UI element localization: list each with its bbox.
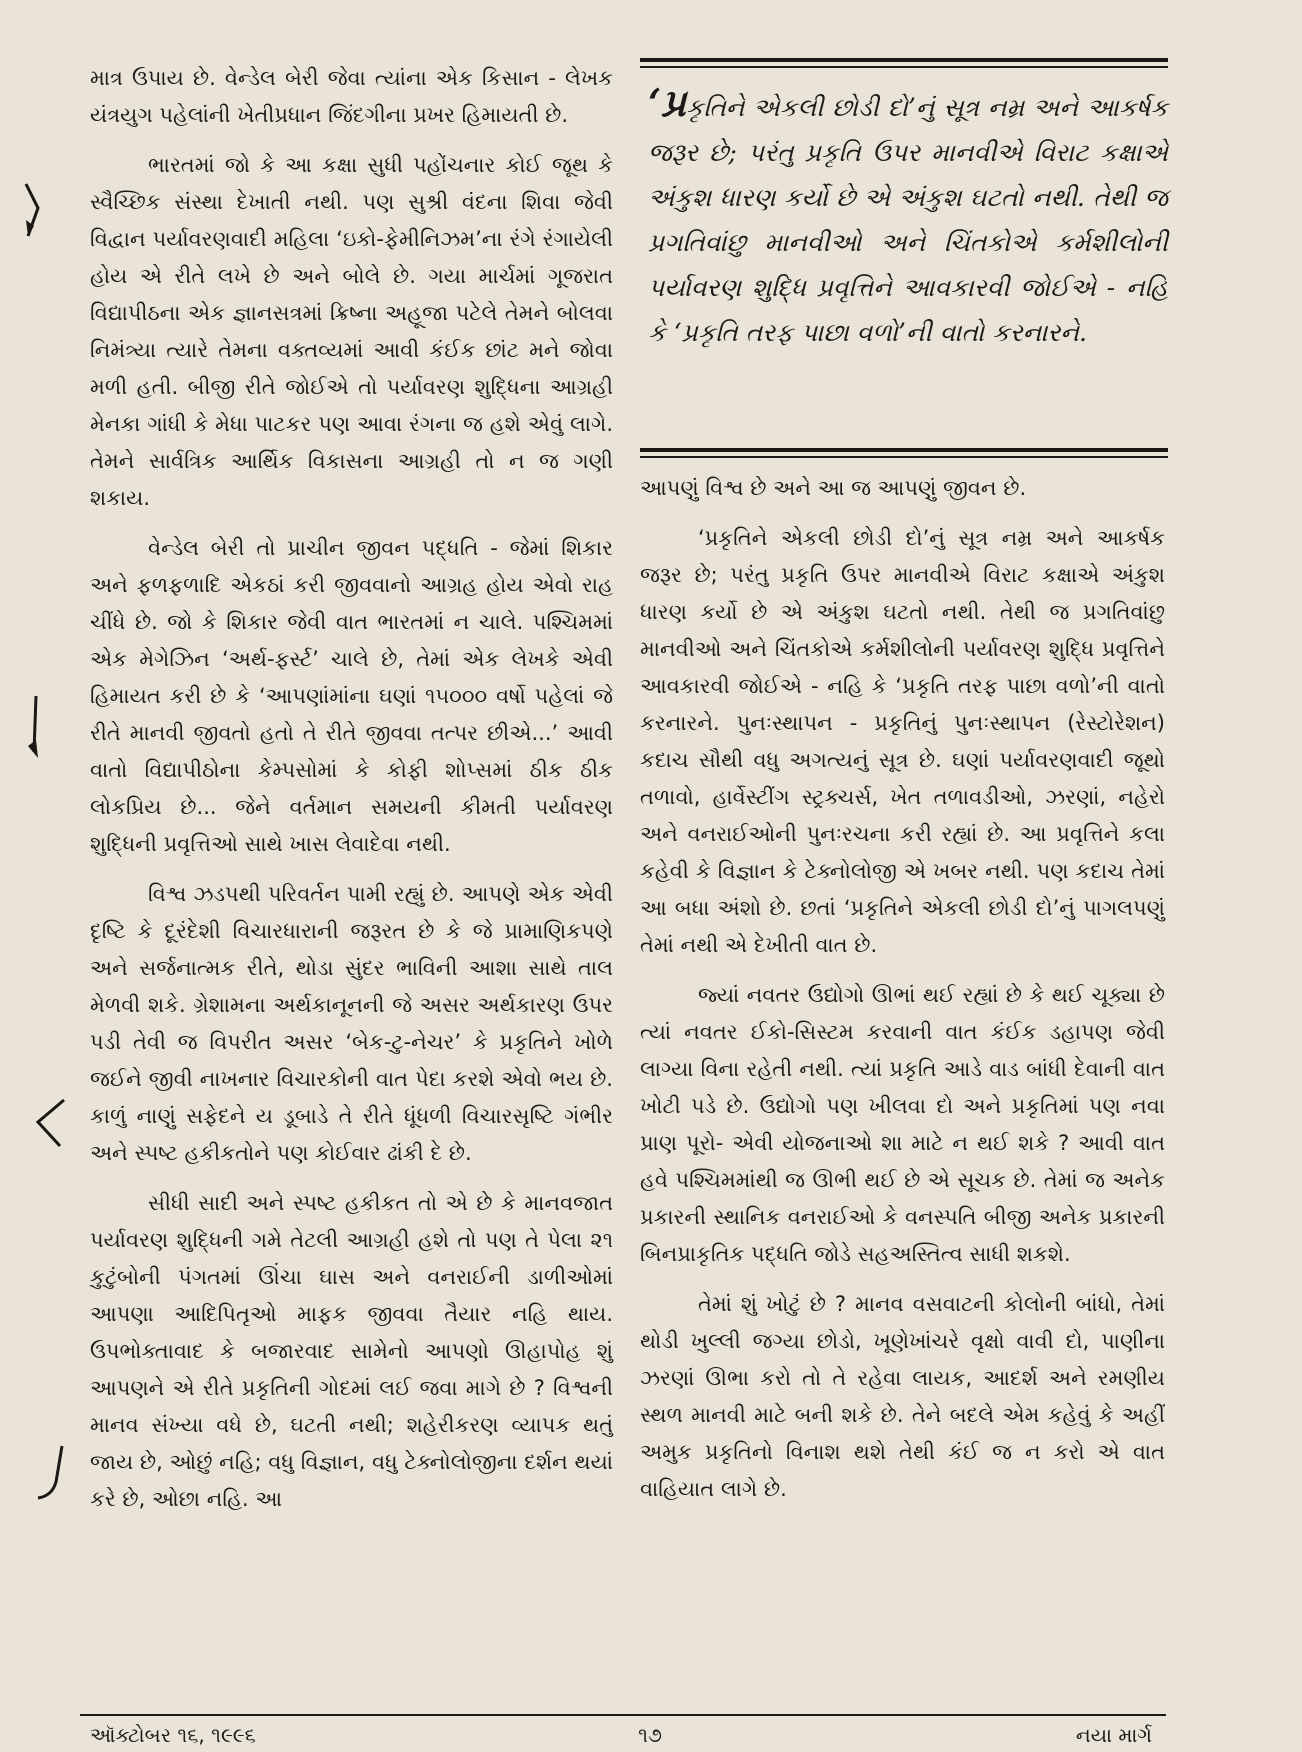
paragraph: આપણું વિશ્વ છે અને આ જ આપણું જીવન છે. (640, 476, 1027, 500)
pull-quote-rule (640, 66, 1168, 68)
paragraph: વેન્ડેલ બેરી તો પ્રાચીન જીવન પદ્ધતિ - જેમાં શિકાર અને ફળફળાદિ એકઠાં કરી જીવવાનો આગ્રહ હોય એવો રાહ ચીંધે છે. જો કે શિકાર જેવી વાત ભારતમાં ન ચાલે. પશ્ચિમમાં એક મેગેઝિન ‘અર્થ-ફર્સ્ટ’ ચાલે છે, તેમાં એક લેખકે એવી હિમાયત કરી છે કે ‘આપણાંમાંના ઘણાં ૧૫૦૦૦ વર્ષો પહેલાં જે રીતે માનવી જીવતો હતો તે રીતે જીવવા તત્પર છીએ...’ આવી વાતો વિદ્યાપીઠોના કેમ્પસોમાં કે કોફી શોપ્સમાં ઠીક ઠીક લોકપ્રિય છે... જેને વર્તમાન સમયની કીમતી પર્યાવરણ શુદ્ધિની પ્રવૃત્તિઓ સાથે ખાસ લેવાદેવા નથી. (90, 536, 613, 856)
paragraph: સીધી સાદી અને સ્પષ્ટ હકીકત તો એ છે કે માનવજાત પર્યાવરણ શુદ્ધિની ગમે તેટલી આગ્રહી હશે તો પણ તે પેલા ૨૧ કુટુંબોની પંગતમાં ઊંચા ઘાસ અને વનરાઈની ડાળીઓમાં આપણા આદિપિતૃઓ માફક જીવવા તૈયાર નહિ થાય. ઉપભોક્તાવાદ કે બજારવાદ સામેનો આપણો ઊહાપોહ શું આપણને એ રીતે પ્રકૃતિની ગોદમાં લઈ જવા માગે છે ? વિશ્વની માનવ સંખ્યા વધે છે, ઘટતી નથી; શહેરીકરણ વ્યાપક થતું જાય છે, ઓછું નહિ; વધુ વિજ્ઞાન, વધુ ટેક્નોલોજીના દર્શન થયાં કરે છે, ઓછા નહિ. આ (90, 1191, 613, 1511)
paragraph: તેમાં શું ખોટું છે ? માનવ વસવાટની કોલોની બાંધો, તેમાં થોડી ખુલ્લી જગ્યા છોડો, ખૂણેખાંચરે વૃક્ષો વાવી દો, પાણીના ઝરણાં ઊભા કરો તો તે રહેવા લાયક, આદર્શ અને રમણીય સ્થળ માનવી માટે બની શકે છે. તેને બદલે એમ કહેવું કે અહીં અમુક પ્રકૃતિનો વિનાશ થશે તેથી કંઈ જ ન કરો એ વાત વાહિયાત લાગે છે. (640, 1292, 1165, 1501)
pull-quote-lead: ‘પ્ર (648, 80, 686, 125)
paragraph: જ્યાં નવતર ઉદ્યોગો ઊભાં થઈ રહ્યાં છે કે થઈ ચૂક્યા છે ત્યાં નવતર ઈકો-સિસ્ટમ કરવાની વાત કંઈક ડહાપણ જેવી લાગ્યા વિના રહેતી નથી. ત્યાં પ્રકૃતિ આડે વાડ બાંધી દેવાની વાત ખોટી પડે છે. ઉદ્યોગો પણ ખીલવા દો અને પ્રકૃતિમાં પણ નવા પ્રાણ પૂરો- એવી યોજનાઓ શા માટે ન થઈ શકે ? આવી વાત હવે પશ્ચિમમાંથી જ ઊભી થઈ છે એ સૂચક છે. તેમાં જ અનેક પ્રકારની સ્થાનિક વનરાઈઓ કે વનસ્પતિ બીજી અનેક પ્રકારની બિનપ્રાકૃતિક પદ્ધતિ જોડે સહઅસ્તિત્વ સાધી શકશે. (640, 983, 1165, 1266)
pen-mark-icon (20, 180, 44, 240)
publication-name: નયા માર્ગ (1075, 1723, 1152, 1747)
pen-mark-icon (20, 692, 44, 762)
footer-date: ઑક્ટોબર ૧૬, ૧૯૯૬ (90, 1723, 256, 1747)
right-column (640, 470, 1165, 1521)
pull-quote-rule (640, 456, 1168, 458)
paragraph: માત્ર ઉપાય છે. વેન્ડેલ બેરી જેવા ત્યાંના એક કિસાન - લેખક યંત્રયુગ પહેલાંની ખેતીપ્રધાન જિંદગીના પ્રખર હિમાયતી છે. (90, 66, 613, 127)
paragraph: ‘પ્રકૃતિને એકલી છોડી દો’નું સૂત્ર નમ્ર અને આકર્ષક જરૂર છે; પરંતુ પ્રકૃતિ ઉપર માનવીએ વિરાટ કક્ષાએ અંકુશ ધારણ કર્યો છે એ અંકુશ ઘટતો નથી. તેથી જ પ્રગતિવાંછુ માનવીઓ અને ચિંતકોએ કર્મશીલોની પર્યાવરણ શુદ્ધિ પ્રવૃત્તિને આવકારવી જોઈએ - નહિ કે ‘પ્રકૃતિ તરફ પાછા વળો’ની વાતો કરનારને. પુનઃસ્થાપન - પ્રકૃતિનું પુનઃસ્થાપન (રેસ્ટોરેશન) કદાચ સૌથી વધુ અગત્યનું સૂત્ર છે. ઘણાં પર્યાવરણવાદી જૂથો તળાવો, હાર્વેસ્ટીંગ સ્ટ્રક્ચર્સ, ખેત તળાવડીઓ, ઝરણાં, નહેરો અને વનરાઈઓની પુનઃરચના કરી રહ્યાં છે. આ પ્રવૃત્તિને કલા કહેવી કે વિજ્ઞાન કે ટેક્નોલોજી એ ખબર નથી. પણ કદાચ તેમાં આ બધા અંશો છે. છતાં ‘પ્રકૃતિને એકલી છોડી દો’નું પાગલપણું તેમાં નથી એ દેખીતી વાત છે. (640, 526, 1165, 957)
pen-mark-icon (34, 1442, 66, 1502)
pull-quote-rule (640, 448, 1168, 452)
paragraph: ભારતમાં જો કે આ કક્ષા સુધી પહોંચનાર કોઈ જૂથ કે સ્વૈચ્છિક સંસ્થા દેખાતી નથી. પણ સુશ્રી વંદના શિવા જેવી વિદ્વાન પર્યાવરણવાદી મહિલા ‘ઇકો-ફેમીનિઝમ’ના રંગે રંગાયેલી હોય એ રીતે લખે છે અને બોલે છે. ગયા માર્ચમાં ગૂજરાત વિદ્યાપીઠના એક જ્ઞાનસત્રમાં ક્રિષ્ના અહૂજા પટેલે તેમને બોલવા નિમંત્ર્યા ત્યારે તેમના વક્તવ્યમાં આવી કંઈક છાંટ મને જોવા મળી હતી. બીજી રીતે જોઈએ તો પર્યાવરણ શુદ્ધિના આગ્રહી મેનકા ગાંધી કે મેધા પાટકર પણ આવા રંગના જ હશે એવું લાગે. તેમને સાર્વત્રિક આર્થિક વિકાસના આગ્રહી તો ન જ ગણી શકાય. (90, 153, 613, 510)
page-number: ૧૭ (638, 1723, 662, 1747)
footer-rule (80, 1714, 1166, 1716)
pull-quote-rule (640, 58, 1168, 62)
pen-mark-icon (32, 1098, 66, 1148)
pull-quote (648, 80, 1168, 355)
left-column (90, 60, 613, 1531)
pull-quote-text: કૃતિને એકલી છોડી દો’નું સૂત્ર નમ્ર અને આકર્ષક જરૂર છે; પરંતુ પ્રકૃતિ ઉપર માનવીએ વિરાટ કક્ષાએ અંકુશ ધારણ કર્યો છે એ અંકુશ ઘટતો નથી. તેથી જ પ્રગતિવાંછુ માનવીઓ અને ચિંતકોએ કર્મશીલોની પર્યાવરણ શુદ્ધિ પ્રવૃત્તિને આવકારવી જોઈએ - નહિ કે ‘પ્રકૃતિ તરફ પાછા વળો’ની વાતો કરનારને. (648, 93, 1168, 347)
paragraph: વિશ્વ ઝડપથી પરિવર્તન પામી રહ્યું છે. આપણે એક એવી દૃષ્ટિ કે દૂરંદેશી વિચારધારાની જરૂરત છે કે જે પ્રામાણિકપણે અને સર્જનાત્મક રીતે, થોડા સુંદર ભાવિની આશા સાથે તાલ મેળવી શકે. ગ્રેશામના અર્થકાનૂનની જે અસર અર્થકારણ ઉપર પડી તેવી જ વિપરીત અસર ‘બેક-ટુ-નેચર’ કે પ્રકૃતિને ખોળે જઈને જીવી નાખનાર વિચારકોની વાત પેદા કરશે એવો ભય છે. કાળું નાણું સફેદને ય ડૂબાડે તે રીતે ધૂંધળી વિચારસૃષ્ટિ ગંભીર અને સ્પષ્ટ હકીકતોને પણ કોઈવાર ઢાંકી દે છે. (90, 882, 613, 1165)
